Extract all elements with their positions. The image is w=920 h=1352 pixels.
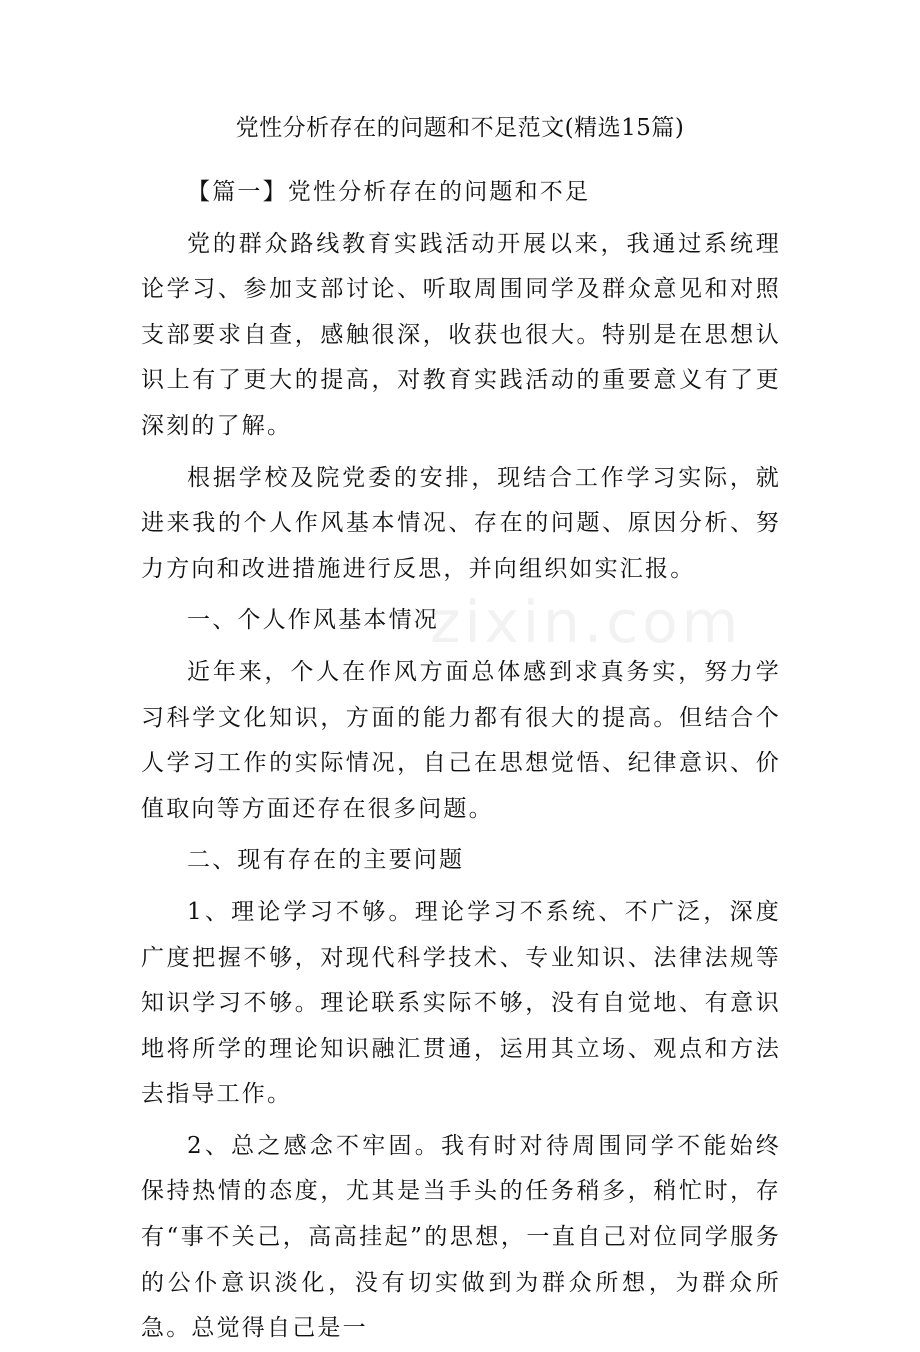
- subheading: 二、现有存在的主要问题: [187, 847, 465, 874]
- subheading: 一、个人作风基本情况: [187, 607, 439, 634]
- document-body: [141, 170, 781, 1352]
- paragraph: 1、理论学习不够。理论学习不系统、不广泛，深度广度把握不够，对现代科学技术、专业知识、法律法规等知识学习不够。理论联系实际不够，没有自觉地、有意识地将所学的理论知识融汇贯通，运用其立场、观点和方法去指导工作。: [141, 898, 781, 1108]
- section-heading: 【篇一】党性分析存在的问题和不足: [187, 179, 591, 205]
- watermark: zixin.com: [430, 588, 743, 656]
- paragraph: 党的群众路线教育实践活动开展以来，我通过系统理论学习、参加支部讨论、听取周围同学及群众意见和对照支部要求自查，感触很深，收获也很大。特别是在思想认识上有了更大的提高，对教育实践活动的重要意义有了更深刻的了解。: [141, 230, 781, 439]
- paragraph: 近年来，个人在作风方面总体感到求真务实，努力学习科学文化知识，方面的能力都有很大的提高。但结合个人学习工作的实际情况，自己在思想觉悟、纪律意识、价值取向等方面还存在很多问题。: [141, 658, 781, 822]
- paragraph: 根据学校及院党委的安排，现结合工作学习实际，就进来我的个人作风基本情况、存在的问题、原因分析、努力方向和改进措施进行反思，并向组织如实汇报。: [141, 464, 781, 582]
- paragraph: 2、总之感念不牢固。我有时对待周围同学不能始终保持热情的态度，尤其是当手头的任务稍多，稍忙时，存有“事不关己，高高挂起”的思想，一直自己对位同学服务的公仆意识淡化，没有切实做到为群众所想，为群众所急。总觉得自己是一: [141, 1132, 781, 1342]
- document-title: 党性分析存在的问题和不足范文(精选15篇): [235, 115, 685, 141]
